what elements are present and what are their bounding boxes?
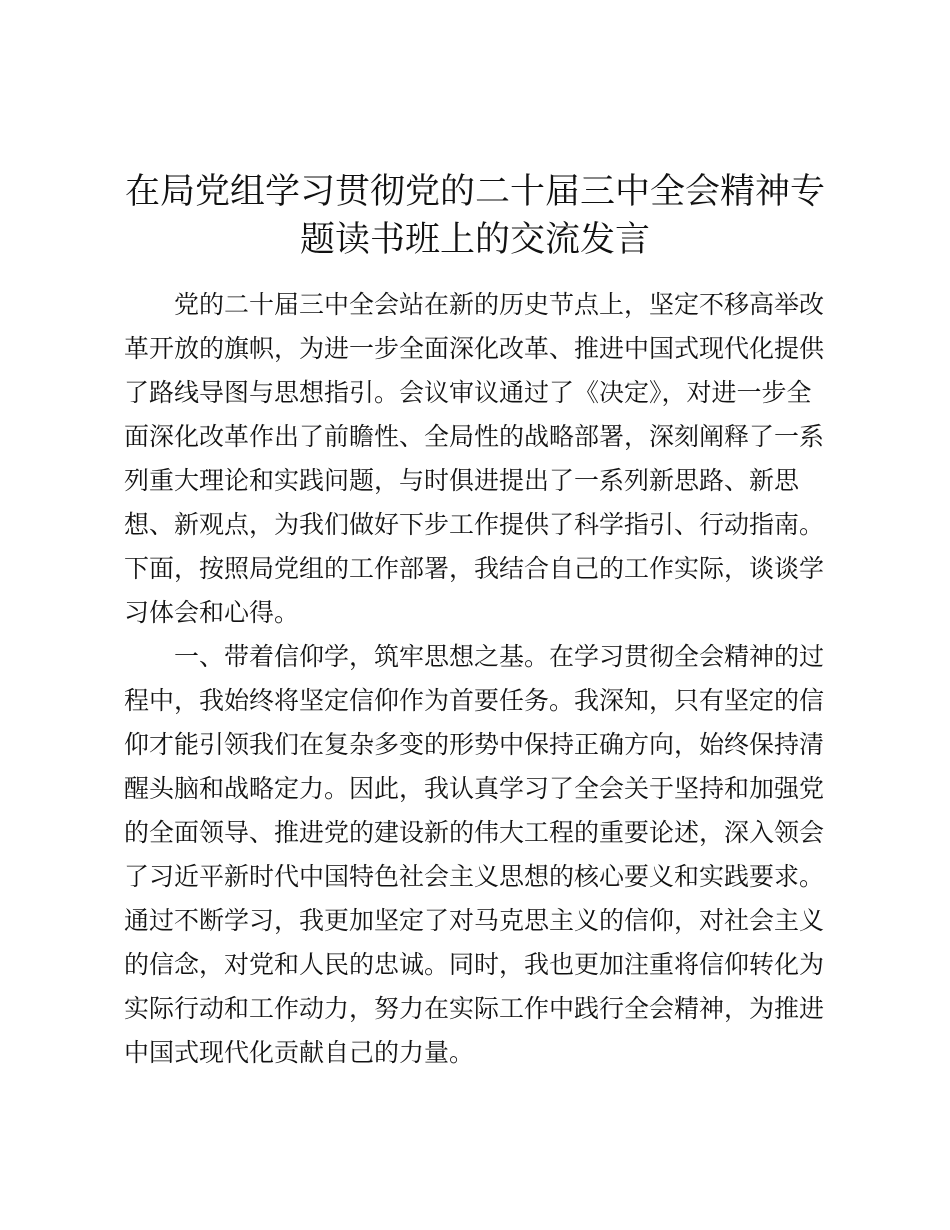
paragraph-line: 革开放的旗帜，为进一步全面深化改革、推进中国式现代化提供 (124, 334, 825, 363)
document-title (120, 168, 830, 264)
paragraph-line: 的信念，对党和人民的忠诚。同时，我也更加注重将信仰转化为 (124, 950, 825, 979)
document-body (124, 283, 834, 1075)
paragraph-line: 仰才能引领我们在复杂多变的形势中保持正确方向，始终保持清 (124, 730, 825, 759)
paragraph-line: 一、带着信仰学，筑牢思想之基。在学习贯彻全会精神的过 (174, 642, 825, 671)
paragraph-line: 了习近平新时代中国特色社会主义思想的核心要义和实践要求。 (124, 862, 825, 891)
intro-paragraph (124, 283, 834, 635)
paragraph-line: 了路线导图与思想指引。会议审议通过了《决定》，对进一步全 (124, 378, 812, 407)
paragraph-line: 通过不断学习，我更加坚定了对马克思主义的信仰，对社会主义 (124, 906, 825, 935)
paragraph-line: 下面，按照局党组的工作部署，我结合自己的工作实际，谈谈学 (124, 554, 825, 583)
paragraph-line: 列重大理论和实践问题，与时俱进提出了一系列新思路、新思 (124, 466, 800, 495)
paragraph-line: 程中，我始终将坚定信仰作为首要任务。我深知，只有坚定的信 (124, 686, 825, 715)
title-line: 题读书班上的交流发言 (299, 220, 650, 260)
paragraph-line: 想、新观点，为我们做好下步工作提供了科学指引、行动指南。 (124, 510, 825, 539)
paragraph-line: 习体会和心得。 (124, 598, 300, 627)
paragraph-line: 中国式现代化贡献自己的力量。 (124, 1038, 475, 1067)
paragraph-line: 实际行动和工作动力，努力在实际工作中践行全会精神，为推进 (124, 994, 825, 1023)
paragraph-line: 党的二十届三中全会站在新的历史节点上，坚定不移高举改 (174, 290, 825, 319)
paragraph-line: 面深化改革作出了前瞻性、全局性的战略部署，深刻阐释了一系 (124, 422, 825, 451)
section-one-paragraph (124, 635, 834, 1075)
paragraph-line: 的全面领导、推进党的建设新的伟大工程的重要论述，深入领会 (124, 818, 825, 847)
title-line: 在局党组学习贯彻党的二十届三中全会精神专 (124, 172, 825, 212)
paragraph-line: 醒头脑和战略定力。因此，我认真学习了全会关于坚持和加强党 (124, 774, 825, 803)
